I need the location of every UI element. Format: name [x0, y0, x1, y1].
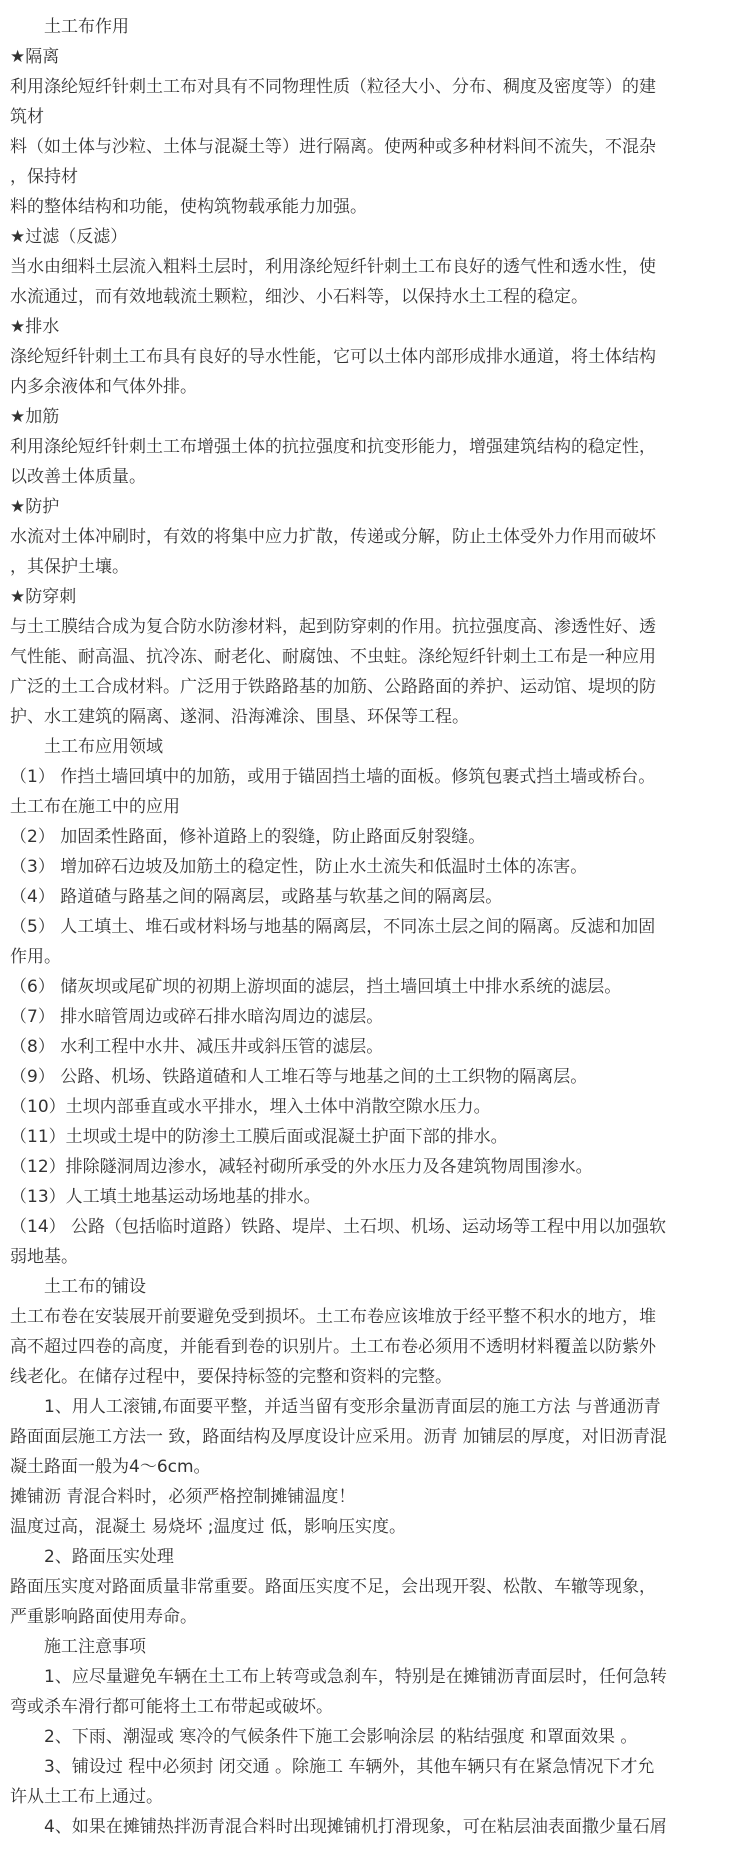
text-line: 土工布应用领域: [44, 737, 163, 757]
text-line: 1、应尽量避免车辆在土工布上转弯或急刹车，特别是在摊铺沥青面层时，任何急转: [44, 1667, 667, 1687]
text-line: 料的整体结构和功能，使构筑物载承能力加强。: [10, 197, 367, 217]
text-line: 土工布作用: [44, 17, 129, 37]
text-line: 路面面层施工方法一 致，路面结构及厚度设计应采用。沥青 加铺层的厚度，对旧沥青混: [10, 1427, 667, 1447]
text-line: （12）排除隧洞周边渗水，减轻衬砌所承受的外水压力及各建筑物周围渗水。: [10, 1157, 593, 1177]
text-line: （2） 加固柔性路面，修补道路上的裂缝，防止路面反射裂缝。: [10, 827, 486, 847]
text-line: 土工布卷在安装展开前要避免受到损坏。土工布卷应该堆放于经平整不积水的地方，堆: [10, 1307, 656, 1327]
text-line: ，其保护土壤。: [10, 557, 129, 577]
text-line: 广泛的土工合成材料。广泛用于铁路路基的加筋、公路路面的养护、运动馆、堤坝的防: [10, 677, 656, 697]
text-line: （1） 作挡土墙回填中的加筋，或用于锚固挡土墙的面板。修筑包裹式挡土墙或桥台。: [10, 767, 656, 787]
text-line: 当水由细料土层流入粗料土层时，利用涤纶短纤针刺土工布良好的透气性和透水性，使: [10, 257, 656, 277]
text-line: 与土工膜结合成为复合防水防渗材料，起到防穿刺的作用。抗拉强度高、渗透性好、透: [10, 617, 656, 637]
text-line: 2、路面压实处理: [44, 1547, 174, 1567]
text-line: （3） 增加碎石边坡及加筋土的稳定性，防止水土流失和低温时土体的冻害。: [10, 857, 588, 877]
text-line: 利用涤纶短纤针刺土工布对具有不同物理性质（粒径大小、分布、稠度及密度等）的建: [10, 77, 656, 97]
text-line: 水流通过，而有效地载流土颗粒，细沙、小石料等，以保持水土工程的稳定。: [10, 287, 588, 307]
text-line: 4、如果在摊铺热拌沥青混合料时出现摊铺机打滑现象，可在粘层油表面撒少量石屑: [44, 1817, 667, 1837]
text-line: ★隔离: [10, 47, 60, 67]
text-line: 许从土工布上通过。: [10, 1787, 163, 1807]
text-line: 凝土路面一般为4～6cm。: [10, 1457, 211, 1477]
text-line: 3、铺设过 程中必须封 闭交通 。除施工 车辆外，其他车辆只有在紧急情况下才允: [44, 1757, 655, 1777]
text-line: 护、水工建筑的隔离、遂洞、沿海滩涂、围垦、环保等工程。: [10, 707, 469, 727]
text-line: ★排水: [10, 317, 60, 337]
text-line: （7） 排水暗管周边或碎石排水暗沟周边的滤层。: [10, 1007, 384, 1027]
text-line: 作用。: [10, 947, 61, 967]
text-line: ★加筋: [10, 407, 60, 427]
text-line: 土工布在施工中的应用: [10, 797, 180, 817]
text-line: 涤纶短纤针刺土工布具有良好的导水性能，它可以土体内部形成排水通道，将土体结构: [10, 347, 656, 367]
text-line: 水流对土体冲刷时，有效的将集中应力扩散，传递或分解，防止土体受外力作用而破坏: [10, 527, 656, 547]
text-line: ★防穿刺: [10, 587, 77, 607]
text-line: 弱地基。: [10, 1247, 78, 1267]
text-line: 2、下雨、潮湿或 寒冷的气候条件下施工会影响涂层 的粘结强度 和罩面效果 。: [44, 1727, 638, 1747]
text-line: 严重影响路面使用寿命。: [10, 1607, 197, 1627]
text-line: （13）人工填土地基运动场地基的排水。: [10, 1187, 321, 1207]
text-line: ★防护: [10, 497, 60, 517]
text-line: （5） 人工填土、堆石或材料场与地基的隔离层，不同冻土层之间的隔离。反滤和加固: [10, 917, 656, 937]
text-line: （14） 公路（包括临时道路）铁路、堤岸、土石坝、机场、运动场等工程中用以加强软: [10, 1217, 667, 1237]
text-line: 弯或杀车滑行都可能将土工布带起或破坏。: [10, 1697, 333, 1717]
text-line: （10）土坝内部垂直或水平排水，埋入土体中消散空隙水压力。: [10, 1097, 491, 1117]
text-line: 料（如土体与沙粒、土体与混凝土等）进行隔离。使两种或多种材料间不流失，不混杂: [10, 137, 656, 157]
text-line: （4） 路道碴与路基之间的隔离层，或路基与软基之间的隔离层。: [10, 887, 503, 907]
text-line: ，保持材: [10, 167, 78, 187]
text-line: 气性能、耐高温、抗冷冻、耐老化、耐腐蚀、不虫蛀。涤纶短纤针刺土工布是一种应用: [10, 647, 656, 667]
text-line: （9） 公路、机场、铁路道碴和人工堆石等与地基之间的土工织物的隔离层。: [10, 1067, 588, 1087]
text-line: 高不超过四卷的高度，并能看到卷的识别片。土工布卷必须用不透明材料覆盖以防紫外: [10, 1337, 656, 1357]
text-line: （11）土坝或土堤中的防渗土工膜后面或混凝土护面下部的排水。: [10, 1127, 508, 1147]
text-line: （6） 储灰坝或尾矿坝的初期上游坝面的滤层，挡土墙回填土中排水系统的滤层。: [10, 977, 622, 997]
text-line: 摊铺沥 青混合料时，必须严格控制摊铺温度！: [10, 1487, 356, 1507]
text-line: 1、用人工滚铺,布面要平整，并适当留有变形余量沥青面层的施工方法 与普通沥青: [44, 1397, 661, 1417]
text-line: 以改善土体质量。: [10, 467, 146, 487]
text-line: ★过滤（反滤）: [10, 227, 128, 247]
text-line: 内多余液体和气体外排。: [10, 377, 197, 397]
text-line: 土工布的铺设: [44, 1277, 146, 1297]
text-line: 线老化。在储存过程中，要保持标签的完整和资料的完整。: [10, 1367, 452, 1387]
text-line: 利用涤纶短纤针刺土工布增强土体的抗拉强度和抗变形能力，增强建筑结构的稳定性，: [10, 437, 656, 457]
text-line: （8） 水利工程中水井、减压井或斜压管的滤层。: [10, 1037, 384, 1057]
text-line: 路面压实度对路面质量非常重要。路面压实度不足，会出现开裂、松散、车辙等现象，: [10, 1577, 656, 1597]
text-line: 施工注意事项: [44, 1637, 146, 1657]
text-line: 筑材: [10, 107, 44, 127]
text-line: 温度过高，混凝土 易烧坏 ;温度过 低，影响压实度。: [10, 1517, 406, 1537]
